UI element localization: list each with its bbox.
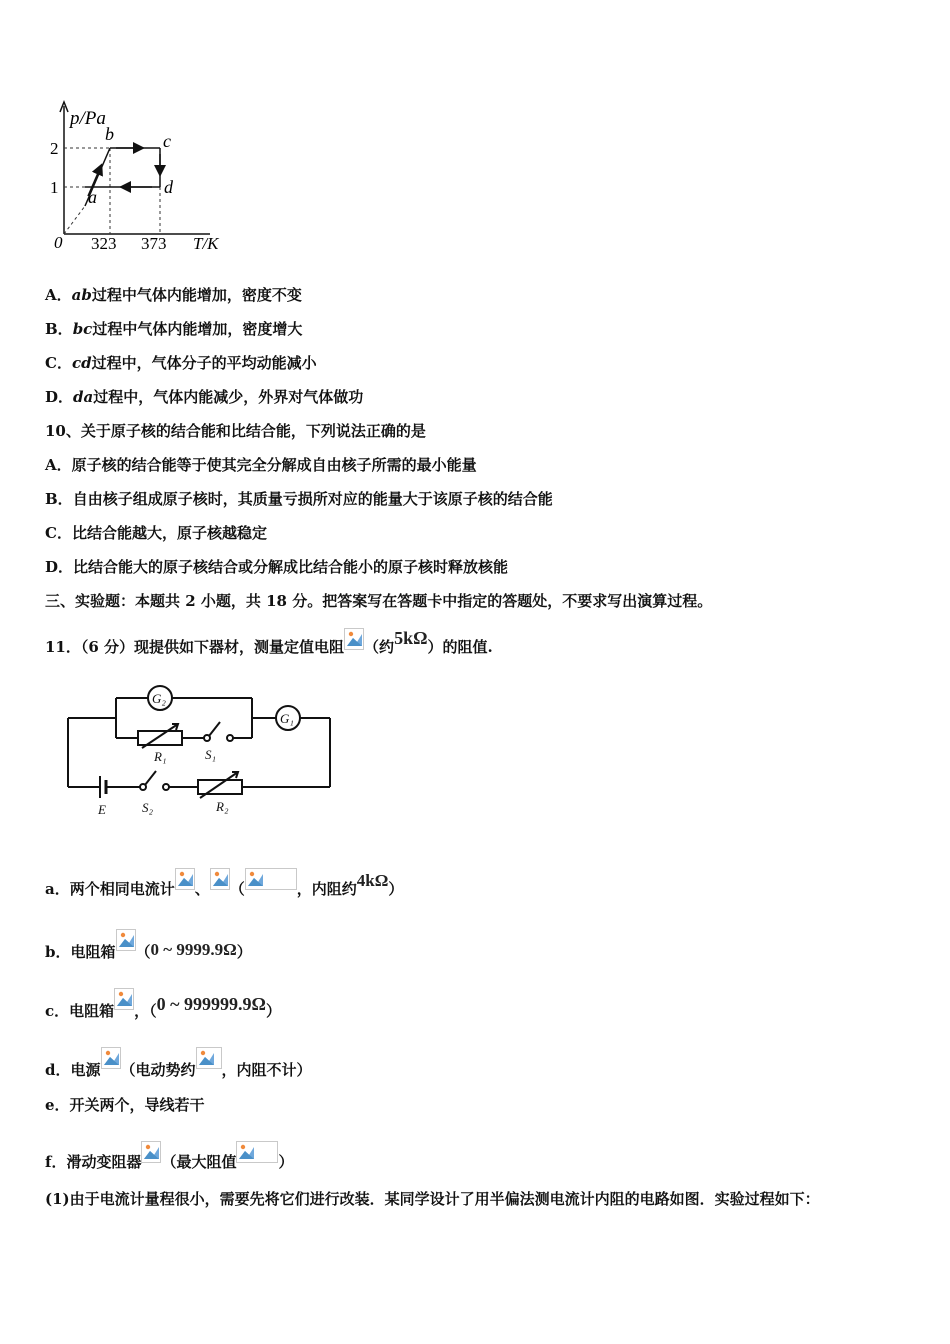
label-g2: G₂ [152,691,166,706]
q10-stem: 10、关于原子核的结合能和比结合能，下列说法正确的是 [45,422,426,440]
item-d: d．电源 （电动势约 ，内阻不计） [45,1047,312,1080]
label-s1: S₁ [205,747,217,762]
q10-option-a: A．原子核的结合能等于使其完全分解成自由核子所需的最小能量 [45,456,477,474]
switch-s1 [209,722,220,736]
resistor-r2 [198,780,242,794]
item-f: f．滑动变阻器 （最大阻值 ） [45,1141,294,1172]
label-r2: R₂ [216,799,229,814]
broken-image-icon [210,868,230,890]
label-s2: S₂ [142,800,154,815]
label-g1: G₁ [280,711,294,726]
q10-option-c: C．比结合能越大，原子核越稳定 [45,524,267,542]
q10-option-d: D．比结合能大的原子核结合或分解成比结合能小的原子核时释放核能 [45,558,509,576]
item-b: b．电阻箱 （0 ~ 9999.9Ω） [45,929,252,962]
broken-image-icon [101,1047,121,1069]
broken-image-icon [196,1047,222,1069]
point-d: d [164,177,173,197]
broken-image-icon [114,988,134,1010]
q9-option-d: D．da过程中，气体内能减少，外界对气体做功 [45,388,364,406]
label-e: E [98,802,106,817]
section-3-heading: 三、实验题：本题共 2 小题，共 18 分。把答案写在答题卡中指定的答题处，不要求写出演算过程。 [45,592,713,610]
broken-image-icon [175,868,195,890]
item-a: a．两个相同电流计 、 （ ，内阻约4kΩ） [45,868,403,899]
broken-image-icon [116,929,136,951]
y-tick-2: 2 [50,139,59,158]
q10-option-b: B．自由核子组成原子核时，其质量亏损所对应的能量大于该原子核的结合能 [45,490,553,508]
q9-option-c: C．cd过程中，气体分子的平均动能减小 [45,354,317,372]
item-a-value: 4kΩ [356,871,389,890]
x-axis-label: T/K [193,234,219,253]
origin-label: 0 [54,233,63,252]
x-tick-323: 323 [91,234,117,253]
y-axis-label: p/Pa [70,108,106,129]
point-a: a [88,187,97,207]
broken-image-icon [245,868,297,890]
broken-image-icon [141,1141,161,1163]
broken-image-icon [236,1141,278,1163]
item-e: e．开关两个，导线若干 [45,1096,205,1114]
x-tick-373: 373 [141,234,167,253]
point-c: c [163,131,171,151]
q9-option-a: A．ab过程中气体内能增加，密度不变 [45,286,302,304]
pt-graph [40,98,240,258]
q11-resistance-value: 5kΩ [394,628,428,648]
switch-s2 [145,771,156,785]
q11-stem: 11．（6 分）现提供如下器材，测量定值电阻 （约5kΩ）的阻值. [45,628,493,656]
circuit-diagram [62,680,342,820]
item-c-range: 0 ~ 999999.9Ω [156,994,266,1014]
item-c: c．电阻箱 ，（0 ~ 999999.9Ω） [45,988,281,1021]
resistor-r1 [138,731,182,745]
point-b: b [105,124,114,144]
label-r1: R₁ [154,749,167,764]
part-1-text: (1)由于电流计量程很小，需要先将它们进行改装．某同学设计了用半偏法测电流计内阻的电路如图．实验过程如下： [45,1190,820,1208]
item-b-range: 0 ~ 9999.9Ω [150,940,237,959]
broken-image-icon [344,628,364,650]
q9-option-b: B．bc过程中气体内能增加，密度增大 [45,320,303,338]
y-tick-1: 1 [50,178,59,197]
